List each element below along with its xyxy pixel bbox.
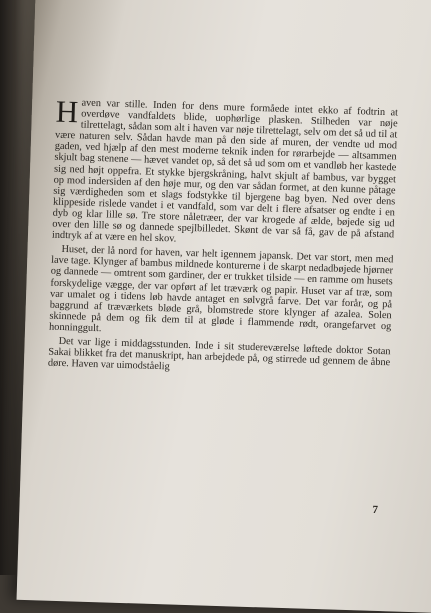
drop-cap: H [55,93,79,130]
paragraph-2: Huset, der lå nord for haven, var helt igennem japansk. Det var stort, men med lave tage. Klynger af bambus mildnede konturerne i de skarpt nedadbøjede hjørner og dannede — omtrent som gardiner, der er trukket tilside — en ramme om husets forskydelige vægge, der var opført af let træværk og papir. Huset var af træ, som var umalet og i tidens løb havde antaget en sølvgrå farve. Det var forår, og på baggrund af træværkets bløde grå, blomstrede store klynger af azalea. Solen skinnede på dem og fik dem til at gløde i flammende rødt, orangefarvet og honninggult. [48,244,394,335]
paragraph-3: Det var lige i middagsstunden. Inde i sit studereværelse løftede doktor Sotan Sakai blikket fra det manuskript, han arbejdede på, og stirrede ud gennem de åbne døre. Haven var uimodståelig [47,335,391,373]
paragraph-1 [51,93,399,252]
page-text [47,93,399,383]
paragraph-1-text: aven var stille. Inden for dens mure formåede intet ekko af fodtrin at overdøve vandfaldets blide, uophørlige plasken. Stilheden var nøje tilrettelagt, sådan som alt i haven var nøje tilrettelagt, selv om det så ud til at være naturen selv. Sådan havde man på den side af muren, der vendte ud mod gaden, ved hjælp af den mest moderne teknik inden for rørarbejde — altsammen skjult bag stenene — hævet vandet op, så det så ud som om et vandløb her kastede sig ned højt oppefra. Et stykke bjergskråning, halvt skjult af bambus, var bygget op mod indersiden af den høje mur, og den var sådan formet, at den kunne påtage sig værdigheden som et slags fodstykke til bjergene bag byen. Ned over dens klippeside rislede vandet i et vandfald, som var delt i flere afsatser og endte i en dyb og klar lille sø. Tre store nåletræer, der var krogede af ælde, bøjede sig ud over den lille sø og dannede spejlbilledet. Skønt de var så få, gav de på afstand indtryk af at være en hel skov. [51,97,399,245]
page-number: 7 [372,503,379,517]
book-page [17,0,431,613]
